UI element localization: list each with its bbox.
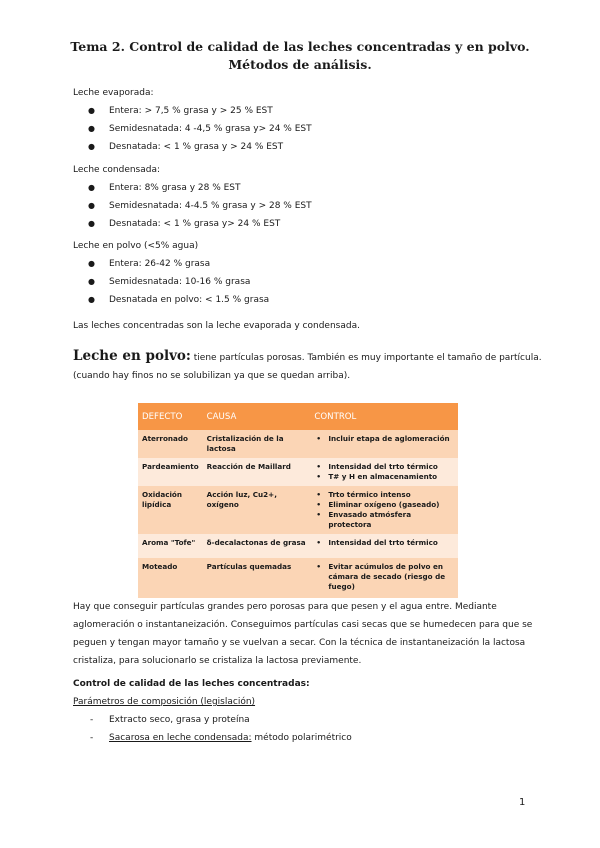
list-item: ● Desnatada: < 1 % grasa y > 24 % EST (73, 138, 312, 156)
list-item: ● Semidesnatada: 4-4.5 % grasa y > 28 % EST (73, 197, 312, 215)
cell-causa: Reacción de Maillard (203, 458, 311, 486)
condensada-heading: Leche condensada: (73, 165, 161, 175)
title-line-1: Tema 2. Control de calidad de las leches concentradas y en polvo. (70, 39, 530, 54)
polvo-intro-line-1 (73, 347, 542, 367)
evaporada-list (73, 102, 312, 156)
list-item: ● Semidesnatada: 10-16 % grasa (73, 273, 269, 291)
list-item (73, 729, 352, 747)
control-heading: Control de calidad de las leches concentradas: (73, 679, 310, 689)
list-item: ● Semidesnatada: 4 -4,5 % grasa y> 24 % EST (73, 120, 312, 138)
list-item: ● Desnatada: < 1 % grasa y> 24 % EST (73, 215, 312, 233)
list-item: ● Entera: > 7,5 % grasa y > 25 % EST (73, 102, 312, 120)
table-row (138, 430, 458, 458)
cell-causa: δ-decalactonas de grasa (203, 534, 311, 558)
polvo-section (73, 237, 269, 309)
control-item: • Trto térmico intenso (314, 490, 454, 500)
control-item: • Intensidad del trto térmico (314, 538, 454, 548)
concentradas-note (73, 317, 360, 335)
list-item: ● Entera: 26-42 % grasa (73, 255, 269, 273)
condensada-section (73, 161, 312, 233)
evaporada-heading: Leche evaporada: (73, 88, 154, 98)
control-item: • Intensidad del trto térmico (314, 462, 454, 472)
paragraph-line: cristaliza, para solucionarlo se cristaliza la lactosa previamente. (73, 656, 362, 666)
table-header-row (138, 403, 458, 430)
polvo-intro-line-2: (cuando hay finos no se solubilizan ya que se quedan arriba). (73, 371, 351, 381)
explanation-paragraph (73, 598, 532, 670)
evaporada-section (73, 84, 312, 156)
cell-control (310, 458, 458, 486)
page-title (0, 38, 600, 74)
control-item: • Envasado atmósfera protectora (314, 510, 454, 530)
cell-defecto: Aroma "Tofe" (138, 534, 203, 558)
paragraph-line: Hay que conseguir partículas grandes pero porosas para que pesen y el agua entre. Mediante (73, 602, 497, 612)
cell-causa: Acción luz, Cu2+, oxígeno (203, 486, 311, 534)
control-item: • Evitar acúmulos de polvo en cámara de secado (riesgo de fuego) (314, 562, 454, 592)
header-causa: CAUSA (203, 403, 311, 430)
cell-defecto: Moteado (138, 558, 203, 598)
control-item: • Incluir etapa de aglomeración (314, 434, 454, 444)
paragraph-line: peguen y tengan mayor tamaño y se vuelvan a secar. Con la técnica de instantaneización la lactosa (73, 638, 526, 648)
control-subheading: Parámetros de composición (legislación) (73, 697, 256, 707)
cell-control (310, 430, 458, 458)
paragraph-line: aglomeración o instantaneización. Conseguimos partículas casi secas que se humedecen para que se (73, 620, 533, 630)
list-item: - Extracto seco, grasa y proteína (73, 711, 352, 729)
title-line-2: Métodos de análisis. (228, 57, 372, 72)
list-item: ● Entera: 8% grasa y 28 % EST (73, 179, 312, 197)
polvo-list (73, 255, 269, 309)
list-item: ● Desnatada en polvo: < 1.5 % grasa (73, 291, 269, 309)
table-row (138, 458, 458, 486)
control-list (73, 711, 352, 747)
table-row (138, 486, 458, 534)
polvo-intro (73, 347, 542, 385)
table-row (138, 558, 458, 598)
condensada-list (73, 179, 312, 233)
page-number: 1 (519, 797, 526, 808)
polvo-heading: Leche en polvo (<5% agua) (73, 241, 199, 251)
header-defecto: DEFECTO (138, 403, 203, 430)
cell-defecto: Oxidación lipídica (138, 486, 203, 534)
cell-causa: Partículas quemadas (203, 558, 311, 598)
concentradas-note-text: Las leches concentradas son la leche evaporada y condensada. (73, 321, 360, 331)
cell-control (310, 486, 458, 534)
cell-control (310, 534, 458, 558)
cell-causa: Cristalización de la lactosa (203, 430, 311, 458)
table-row (138, 534, 458, 558)
polvo-intro-text-1: tiene partículas porosas. También es muy importante el tamaño de partícula. (190, 353, 542, 363)
sacarosa-text: método polarimétrico (251, 733, 352, 743)
sacarosa-label: Sacarosa en leche condensada: (109, 733, 252, 743)
control-item: • T# y H en almacenamiento (314, 472, 454, 482)
cell-defecto: Aterronado (138, 430, 203, 458)
defects-table (138, 403, 458, 598)
header-control: CONTROL (310, 403, 458, 430)
cell-control (310, 558, 458, 598)
cell-defecto: Pardeamiento (138, 458, 203, 486)
control-section (73, 675, 352, 747)
polvo-intro-term: Leche en polvo: (73, 348, 191, 364)
control-item: • Eliminar oxígeno (gaseado) (314, 500, 454, 510)
